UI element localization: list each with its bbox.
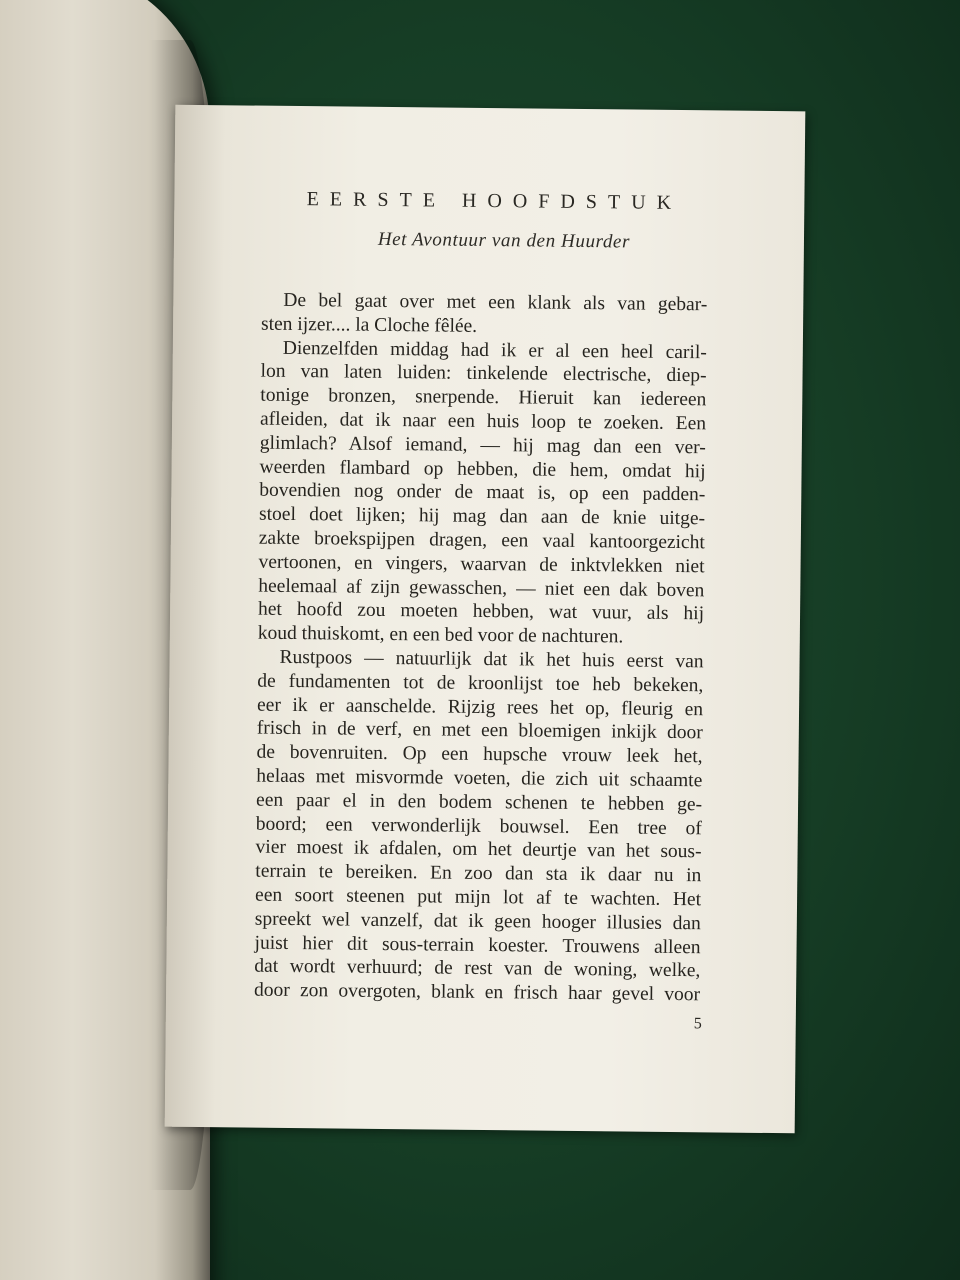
text-line: koud thuiskomt, en een bed voor de nachturen. [257,622,624,648]
text-line: een soort steenen put mijn lot af te wachten. Het [254,884,702,911]
text-line: zakte broekspijpen dragen, een vaal kantoorgezicht [258,527,705,554]
text-line: een paar el in den bodem schenen te hebben ge- [255,789,703,816]
book-page [165,105,806,1134]
text-line: eer ik er aanschelde. Rijzig rees het op, fleurig en [256,694,704,720]
text-line: de bovenruiten. Op een hupsche vrouw leek het, [256,741,703,768]
text-line: stoel doet lijken; hij mag dan aan de knie uitge- [258,503,706,530]
text-line: het hoofd zou moeten hebben, wat vuur, als hij [257,598,705,625]
text-line: Rustpoos — natuurlijk dat ik het huis eerst van [279,646,704,673]
text-line: door zon overgoten, blank en frisch haar gevel voor [253,979,701,1006]
page-number: 5 [693,1015,702,1033]
text-line: terrain te bereiken. En zoo dan sta ik daar nu in [255,860,702,887]
text-line: helaas met misvormde voeten, die zich uit schaamte [256,765,703,792]
text-line: Dienzelfden middag had ik er al een heel caril- [282,337,707,363]
body-text [254,289,707,1008]
text-line: tonige bronzen, snerpende. Hieruit kan iedereen [260,384,707,411]
text-line: juist hier dit sous-terrain koester. Trouwens alleen [254,932,701,958]
text-line: dat wordt verhuurd; de rest van de woning, welke, [254,955,701,982]
text-line: frisch in de verf, en met een bloemigen inkijk door [256,717,703,744]
text-line: heelemaal af zijn gewasschen, — niet een dak boven [258,575,705,601]
text-line: bovendien nog onder de maat is, op een padden- [259,480,706,506]
text-line: glimlach? Alsof iemand, — hij mag dan een ver- [259,432,706,459]
text-line: spreekt wel vanzelf, dat ik geen hooger illusies dan [254,908,701,934]
text-line: de fundamenten tot de kroonlijst toe heb bekeken, [257,670,704,697]
text-line: sten ijzer.... la Cloche fêlée. [260,313,478,337]
text-line: weerden flambard op hebben, die hem, omdat hij [259,456,706,482]
text-line: vier moest ik afdalen, om het deurtje van het sous- [255,836,702,863]
text-line: boord; een verwonderlijk bouwsel. Een tree of [255,813,702,839]
text-line: vertoonen, en vingers, waarvan de inktvlekken niet [258,551,705,578]
chapter-heading: EERSTE HOOFDSTUK [306,188,683,215]
text-line: lon van laten luiden: tinkelende electrische, diep- [260,361,707,387]
chapter-subtitle: Het Avontuur van den Huurder [377,228,631,253]
text-line: afleiden, dat ik naar een huis loop te zoeken. Een [259,408,707,435]
text-line: De bel gaat over met een klank als van gebar- [283,289,708,316]
